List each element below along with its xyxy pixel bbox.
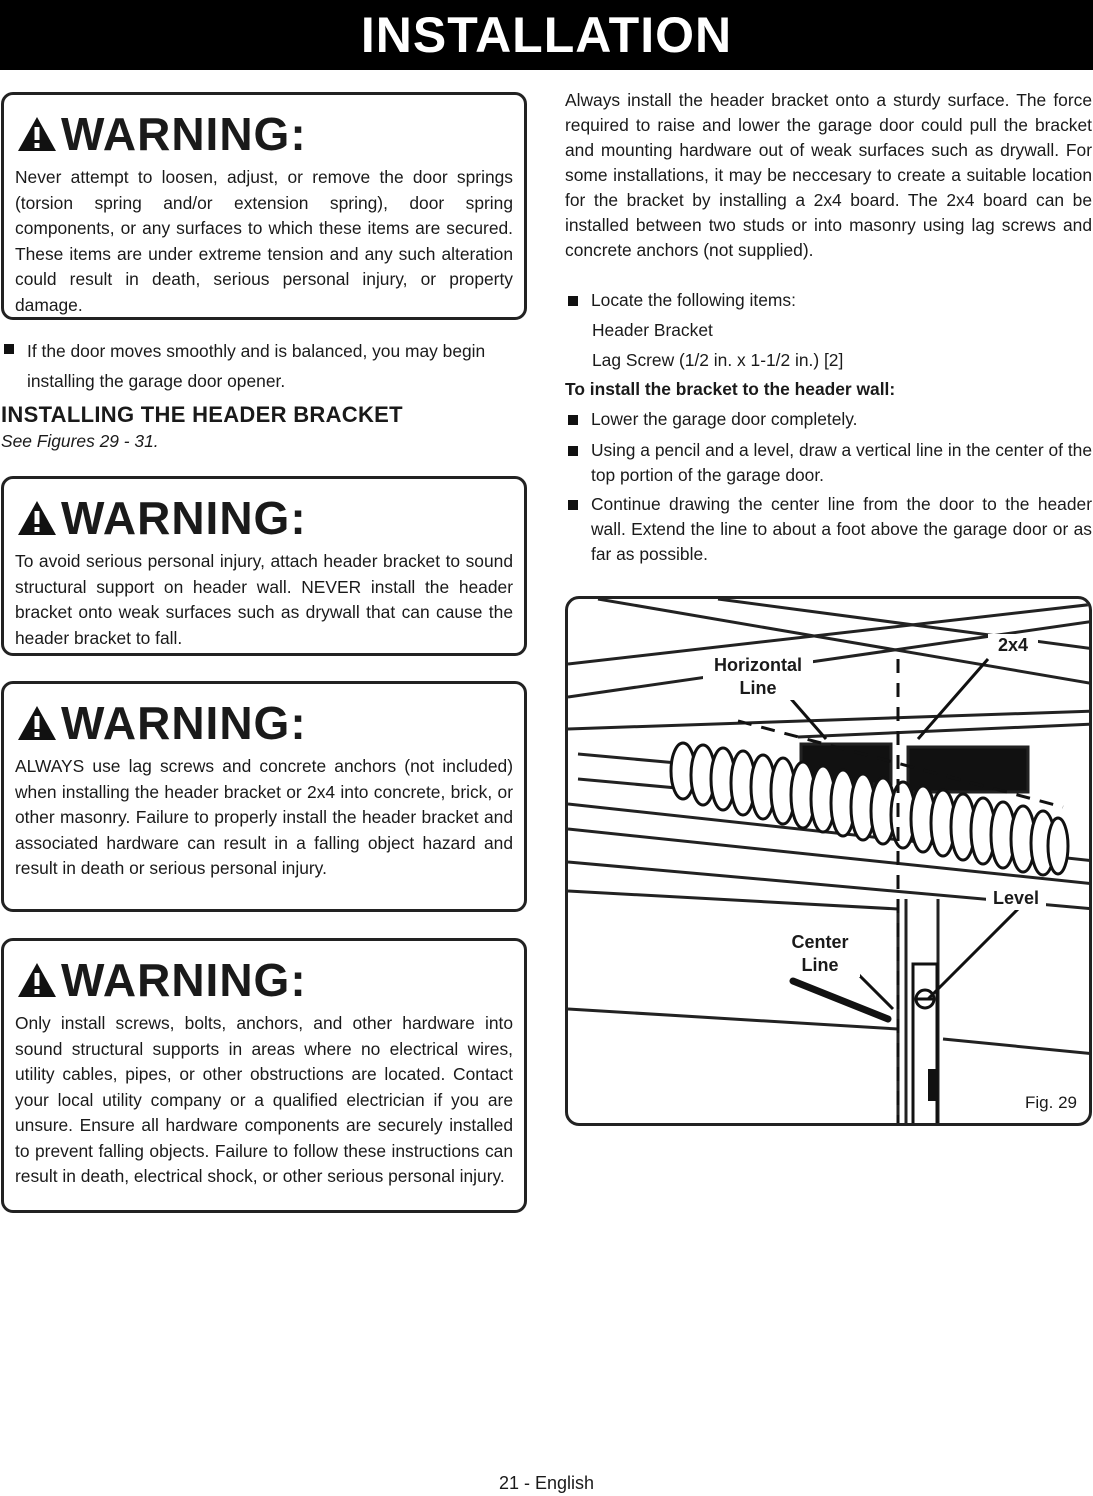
warning-label: WARNING: [61,697,307,749]
warning-label: WARNING: [61,954,307,1006]
label-center-line: Center Line [780,931,860,977]
section-figure-reference: See Figures 29 - 31. [1,431,159,451]
step-extend-center-line: Continue drawing the center line from the door to the header wall. Extend the line to about a foot above the garage door or as far as possible. [565,492,1092,567]
warning-box-hardware [1,938,527,1213]
warning-text: Never attempt to loosen, adjust, or remove the door springs (torsion spring and/or extension spring), door spring components, or any surfaces to which these items are secured. These items are under extreme tension and any such alteration could result in death, serious personal injury, or property damage. [15,167,513,315]
warning-triangle-icon [15,703,59,743]
page-footer: 21 - English [498,1473,595,1493]
page-banner [0,0,1093,70]
warning-label: WARNING: [61,108,307,160]
step-lower-door: Lower the garage door completely. [565,407,1092,432]
warning-triangle-icon [15,114,59,154]
warning-header [15,955,513,1005]
warning-text: To avoid serious personal injury, attach header bracket to sound structural support on header wall. NEVER install the header bracket onto weak surfaces such as drywall that can cause the header bracket to fall. [15,551,513,648]
intro-paragraph [565,88,1092,263]
item-header-bracket: Header Bracket [592,320,713,340]
warning-header [15,493,513,543]
garage-header-illustration [568,599,1092,1126]
item-lag-screw: Lag Screw (1/2 in. x 1-1/2 in.) [2] [592,350,844,370]
warning-triangle-icon [15,960,59,1000]
label-level: Level [986,887,1046,910]
step-draw-vertical-line: Using a pencil and a level, draw a vertical line in the center of the top portion of the garage door. [565,438,1092,488]
figure-caption: Fig. 29 [1025,1093,1077,1112]
section-title: INSTALLING THE HEADER BRACKET [1,402,403,427]
warning-header [15,698,513,748]
warning-label: WARNING: [61,492,307,544]
bullet-locate-items: Locate the following items: [565,288,1092,313]
warning-header [15,109,513,159]
label-2x4: 2x4 [988,634,1038,657]
bullet-balanced-door: If the door moves smoothly and is balanced, you may begin installing the garage door opener. [1,336,527,396]
label-horizontal-line: Horizontal Line [703,654,813,700]
page-title: INSTALLATION [360,7,733,63]
warning-box-springs [1,92,527,320]
steps-title: To install the bracket to the header wall: [565,379,896,399]
warning-box-lag-screws [1,681,527,912]
warning-text: Only install screws, bolts, anchors, and other hardware into sound structural supports in areas where no electrical wires, utility cables, pipes, or other obstructions are located. Contact your local utility company or a qualified electrician if you are unsure. Ensure all hardware components are securely installed to prevent falling objects. Failure to follow these instructions can result in death, electrical shock, or other serious personal injury. [15,1013,513,1186]
intro-text: Always install the header bracket onto a sturdy surface. The force required to raise and lower the garage door could pull the bracket and mounting hardware out of weak surfaces such as drywall. For some installations, it may be neccesary to create a suitable location for the bracket by installing a 2x4 board. The 2x4 board can be installed between two studs or into masonry using lag screws and concrete anchors (not supplied). [565,90,1092,260]
warning-triangle-icon [15,498,59,538]
warning-text: ALWAYS use lag screws and concrete anchors (not included) when installing the header bracket or 2x4 into concrete, brick, or other masonry. Failure to properly install the header bracket and associated hardware can result in a falling object hazard and result in death or serious personal injury. [15,756,513,878]
figure-29 [565,596,1092,1126]
warning-box-structural-support [1,476,527,656]
